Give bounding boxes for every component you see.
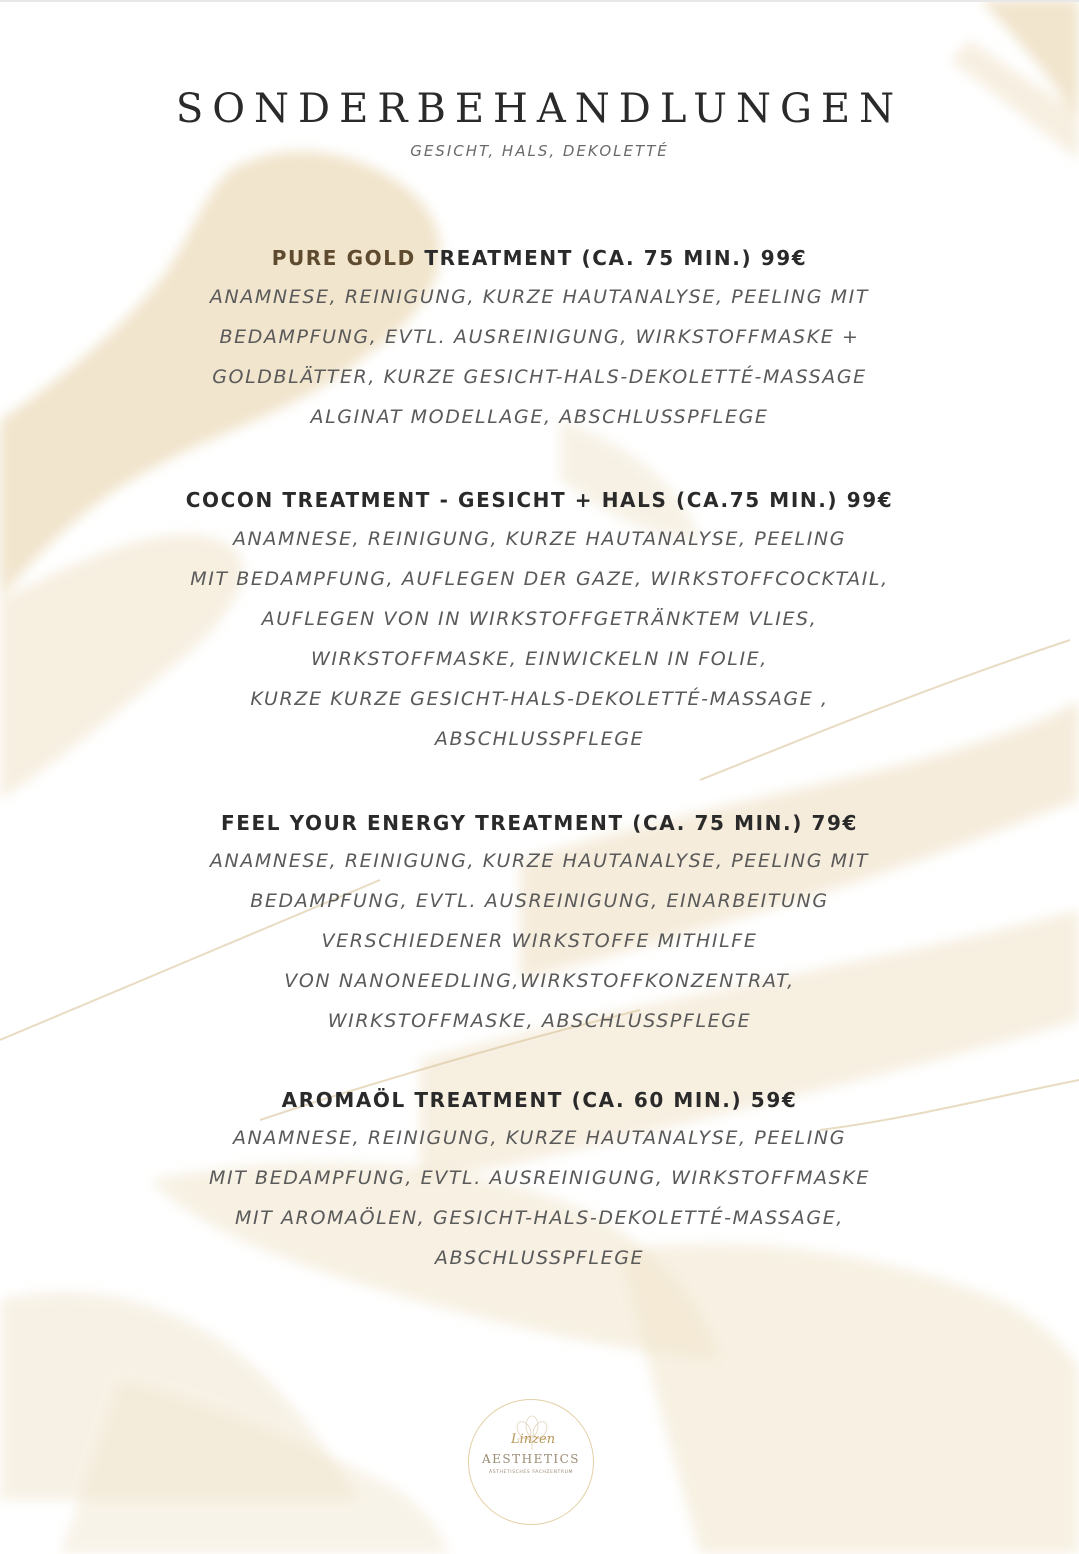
treatment-description-line: AUFLEGEN VON IN WIRKSTOFFGETRÄNKTEM VLIES, — [261, 608, 818, 630]
page-title: SONDERBEHANDLUNGEN — [175, 86, 904, 132]
treatment-description-line: ABSCHLUSSPFLEGE — [434, 728, 645, 750]
treatment-description-line: KURZE KURZE GESICHT-HALS-DEKOLETTÉ-MASSAGE , — [250, 688, 829, 710]
treatment-description-line: VON NANONEEDLING,WIRKSTOFFKONZENTRAT, — [284, 970, 795, 992]
treatment-description-line: ANAMNESE, REINIGUNG, KURZE HAUTANALYSE, PEELING — [232, 528, 847, 550]
treatment-heading — [0, 485, 1079, 515]
logo-script-text: Linzen — [511, 1432, 556, 1447]
treatment-description-line: MIT AROMAÖLEN, GESICHT-HALS-DEKOLETTÉ-MASSAGE, — [235, 1207, 844, 1229]
treatment-description-line: GOLDBLÄTTER, KURZE GESICHT-HALS-DEKOLETTÉ-MASSAGE — [212, 366, 867, 388]
treatment-name: COCON TREATMENT - GESICHT + HALS (CA.75 MIN.) 99€ — [185, 488, 894, 512]
treatment-description-line: ANAMNESE, REINIGUNG, KURZE HAUTANALYSE, PEELING — [232, 1127, 847, 1149]
treatment-name: TREATMENT (CA. 75 MIN.) 99€ — [415, 246, 808, 270]
treatment-aromaoel — [0, 1085, 1079, 1278]
treatment-description-line: BEDAMPFUNG, EVTL. AUSREINIGUNG, EINARBEITUNG — [250, 890, 829, 912]
treatment-description-line: BEDAMPFUNG, EVTL. AUSREINIGUNG, WIRKSTOFFMASKE + — [219, 326, 860, 348]
treatment-cocon — [0, 485, 1079, 759]
treatment-pure-gold — [0, 243, 1079, 437]
treatment-name: AROMAÖL TREATMENT (CA. 60 MIN.) 59€ — [281, 1088, 798, 1112]
logo-wordmark: AESTHETICS — [481, 1452, 581, 1466]
treatment-description-line: WIRKSTOFFMASKE, ABSCHLUSSPFLEGE — [327, 1010, 752, 1032]
treatment-description-line: WIRKSTOFFMASKE, EINWICKELN IN FOLIE, — [311, 648, 768, 670]
page-subtitle: GESICHT, HALS, DEKOLETTÉ — [410, 142, 669, 160]
treatment-name: FEEL YOUR ENERGY TREATMENT (CA. 75 MIN.) 79€ — [220, 811, 859, 835]
treatment-heading — [0, 1085, 1079, 1115]
treatment-heading — [0, 808, 1079, 838]
treatment-description-line: ANAMNESE, REINIGUNG, KURZE HAUTANALYSE, PEELING MIT — [209, 850, 870, 872]
treatment-heading — [0, 243, 1079, 273]
treatment-description-line: VERSCHIEDENER WIRKSTOFFE MITHILFE — [321, 930, 758, 952]
treatment-description-line: ALGINAT MODELLAGE, ABSCHLUSSPFLEGE — [310, 406, 769, 428]
treatment-description-line: MIT BEDAMPFUNG, EVTL. AUSREINIGUNG, WIRKSTOFFMASKE — [209, 1167, 870, 1189]
treatment-description-line: ABSCHLUSSPFLEGE — [434, 1247, 645, 1269]
treatment-description-line: ANAMNESE, REINIGUNG, KURZE HAUTANALYSE, PEELING MIT — [209, 286, 870, 308]
brand-logo — [468, 1399, 594, 1525]
treatment-name-accent: PURE GOLD — [271, 246, 416, 270]
logo-tagline: ÄSTHETISCHES FACHZENTRUM — [489, 1470, 573, 1475]
treatment-description-line: MIT BEDAMPFUNG, AUFLEGEN DER GAZE, WIRKSTOFFCOCKTAIL, — [190, 568, 889, 590]
treatment-feel-your-energy — [0, 808, 1079, 1041]
